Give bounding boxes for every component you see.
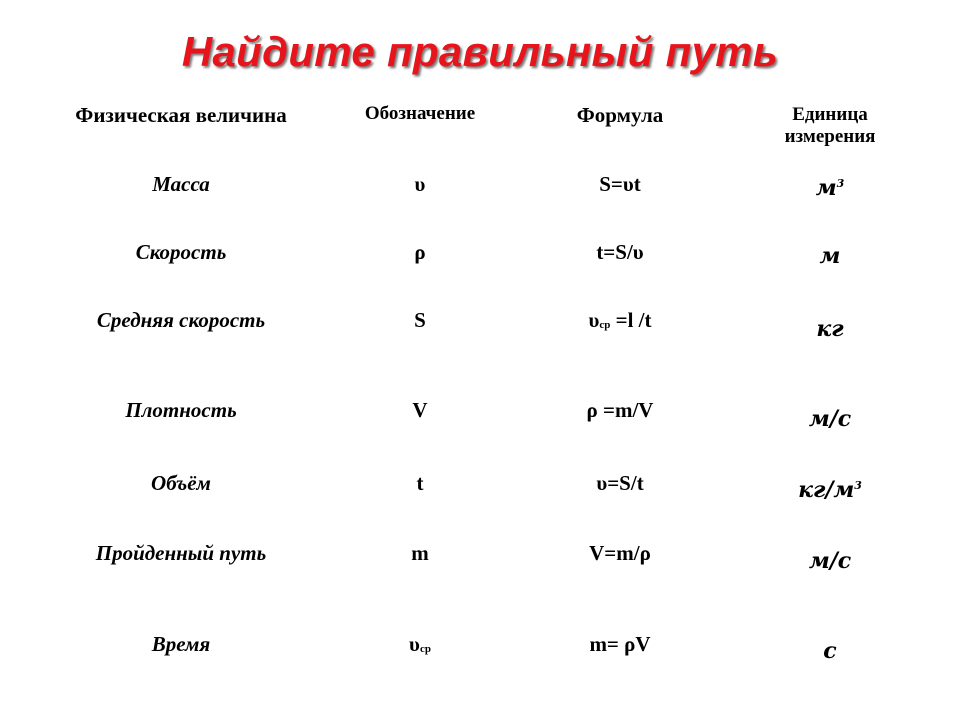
cell-symbol: ρ	[414, 240, 426, 264]
cell-symbol: υ	[414, 172, 426, 196]
cell-unit	[760, 175, 900, 201]
cell-unit	[760, 243, 900, 269]
unit-base: кг/м	[798, 477, 855, 503]
formula-var: υ	[588, 308, 600, 332]
cell-symbol: m	[411, 541, 429, 565]
cell-unit	[760, 548, 900, 574]
cell-quantity: Плотность	[125, 398, 237, 422]
cell-formula: m= ρV	[589, 632, 651, 656]
cell-symbol	[380, 632, 460, 657]
unit-exponent: 3	[854, 479, 862, 492]
cell-quantity: Пройденный путь	[95, 541, 267, 565]
header-symbol: Обозначение	[364, 103, 476, 124]
cell-formula: S=υt	[599, 172, 641, 196]
page-title: Найдите правильный путь	[181, 28, 779, 75]
cell-quantity: Скорость	[135, 240, 227, 264]
unit-exponent: 3	[836, 177, 845, 190]
cell-symbol: S	[414, 308, 426, 332]
cell-symbol: V	[412, 398, 428, 422]
cell-formula: t=S/υ	[596, 240, 644, 264]
unit-base: м/с	[808, 406, 852, 432]
formula-subscript: ср	[599, 319, 611, 331]
unit-base: кг	[816, 316, 844, 342]
cell-unit	[760, 316, 900, 342]
cell-formula: υ=S/t	[596, 471, 644, 495]
header-formula: Формула	[576, 103, 664, 127]
unit-base: м/с	[808, 548, 852, 574]
unit-base: м	[815, 175, 837, 201]
cell-quantity: Объём	[151, 471, 211, 495]
header-quantity: Физическая величина	[75, 103, 287, 127]
cell-quantity: Время	[151, 632, 211, 656]
cell-unit	[760, 638, 900, 664]
header-unit: Единица измерения	[784, 104, 876, 147]
cell-unit	[760, 406, 900, 432]
cell-quantity: Средняя скорость	[96, 308, 266, 332]
symbol-subscript: ср	[419, 643, 431, 655]
formula-rest: =l /t	[610, 308, 652, 332]
cell-formula: V=m/ρ	[589, 541, 651, 565]
cell-quantity: Масса	[152, 172, 210, 196]
cell-symbol: t	[416, 471, 424, 495]
cell-formula	[530, 308, 710, 333]
symbol-var: υ	[409, 632, 420, 656]
unit-base: с	[823, 638, 837, 664]
cell-unit	[760, 477, 900, 503]
cell-formula: ρ =m/V	[586, 398, 654, 422]
unit-base: м	[819, 243, 841, 269]
